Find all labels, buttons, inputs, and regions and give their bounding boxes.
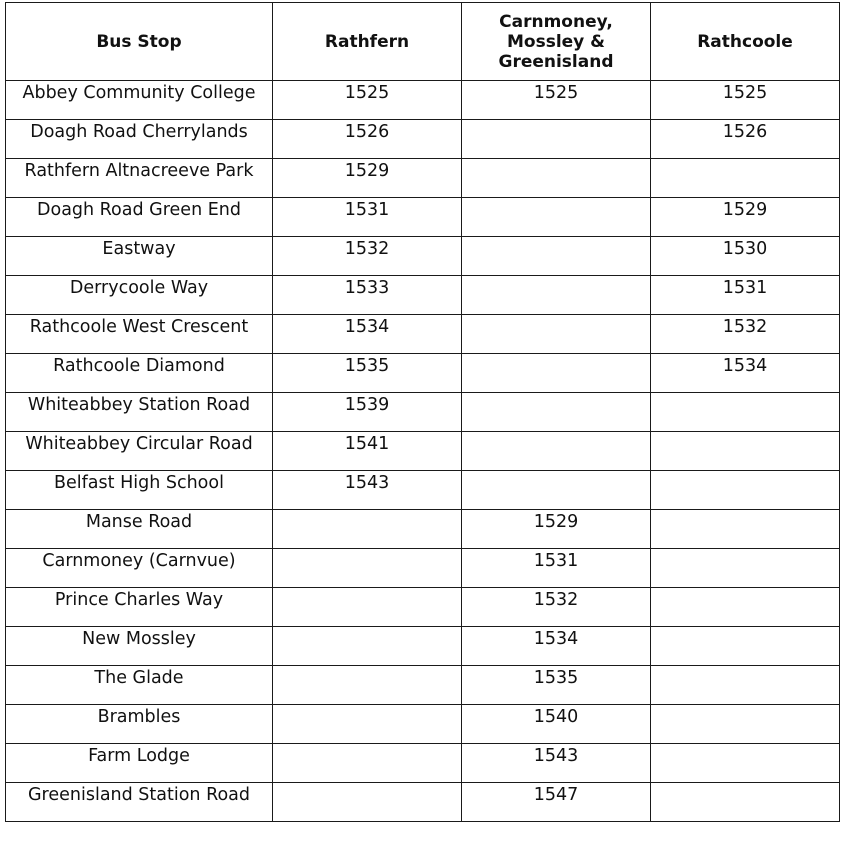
bus-timetable (5, 2, 840, 822)
cell-rathfern-time (273, 627, 462, 666)
cell-rathcoole-time (651, 666, 840, 705)
cell-rathcoole-time (651, 549, 840, 588)
table-row (6, 588, 840, 627)
cell-rathcoole-time (651, 588, 840, 627)
cell-rathfern-time (273, 510, 462, 549)
cell-rathcoole-time (651, 705, 840, 744)
cell-rathfern-time (273, 588, 462, 627)
table-row (6, 120, 840, 159)
cell-rathfern-time (273, 783, 462, 822)
cell-bus-stop: The Glade (6, 666, 273, 705)
table-row (6, 666, 840, 705)
cell-carnmoney-time: 1547 (462, 783, 651, 822)
cell-rathfern-time: 1533 (273, 276, 462, 315)
header-row (6, 3, 840, 81)
cell-rathcoole-time (651, 510, 840, 549)
cell-rathcoole-time: 1532 (651, 315, 840, 354)
cell-bus-stop: Abbey Community College (6, 81, 273, 120)
cell-carnmoney-time (462, 120, 651, 159)
table-row (6, 81, 840, 120)
cell-carnmoney-time: 1525 (462, 81, 651, 120)
table-row (6, 705, 840, 744)
cell-bus-stop: Whiteabbey Station Road (6, 393, 273, 432)
cell-rathfern-time: 1529 (273, 159, 462, 198)
header-bus-stop: Bus Stop (6, 3, 273, 81)
cell-carnmoney-time (462, 159, 651, 198)
cell-bus-stop: Doagh Road Cherrylands (6, 120, 273, 159)
table-row (6, 276, 840, 315)
table-row (6, 354, 840, 393)
cell-bus-stop: Greenisland Station Road (6, 783, 273, 822)
cell-rathcoole-time: 1526 (651, 120, 840, 159)
cell-rathfern-time (273, 705, 462, 744)
cell-rathcoole-time (651, 744, 840, 783)
cell-bus-stop: Doagh Road Green End (6, 198, 273, 237)
table-row (6, 783, 840, 822)
table-row (6, 237, 840, 276)
cell-rathfern-time: 1535 (273, 354, 462, 393)
cell-carnmoney-time (462, 315, 651, 354)
cell-bus-stop: Prince Charles Way (6, 588, 273, 627)
table-row (6, 744, 840, 783)
cell-bus-stop: Brambles (6, 705, 273, 744)
cell-rathfern-time: 1526 (273, 120, 462, 159)
cell-rathcoole-time: 1534 (651, 354, 840, 393)
cell-rathcoole-time (651, 159, 840, 198)
cell-rathfern-time: 1543 (273, 471, 462, 510)
header-rathfern: Rathfern (273, 3, 462, 81)
cell-carnmoney-time (462, 354, 651, 393)
table-row (6, 198, 840, 237)
cell-bus-stop: Rathcoole West Crescent (6, 315, 273, 354)
cell-rathcoole-time (651, 471, 840, 510)
cell-carnmoney-time: 1529 (462, 510, 651, 549)
cell-bus-stop: Rathfern Altnacreeve Park (6, 159, 273, 198)
cell-bus-stop: Whiteabbey Circular Road (6, 432, 273, 471)
cell-carnmoney-time: 1540 (462, 705, 651, 744)
cell-rathfern-time (273, 549, 462, 588)
table-row (6, 315, 840, 354)
cell-rathfern-time: 1532 (273, 237, 462, 276)
cell-bus-stop: Eastway (6, 237, 273, 276)
cell-carnmoney-time (462, 198, 651, 237)
cell-rathcoole-time (651, 783, 840, 822)
header-carnmoney-mossley-greenisland: Carnmoney, Mossley & Greenisland (462, 3, 651, 81)
cell-bus-stop: New Mossley (6, 627, 273, 666)
cell-rathfern-time: 1525 (273, 81, 462, 120)
cell-rathcoole-time: 1529 (651, 198, 840, 237)
cell-carnmoney-time (462, 237, 651, 276)
table-row (6, 627, 840, 666)
cell-rathfern-time (273, 744, 462, 783)
cell-rathfern-time: 1541 (273, 432, 462, 471)
cell-bus-stop: Belfast High School (6, 471, 273, 510)
table-row (6, 549, 840, 588)
cell-rathcoole-time: 1530 (651, 237, 840, 276)
cell-rathcoole-time: 1525 (651, 81, 840, 120)
cell-bus-stop: Derrycoole Way (6, 276, 273, 315)
timetable-body (6, 81, 840, 822)
cell-carnmoney-time: 1532 (462, 588, 651, 627)
cell-rathcoole-time (651, 627, 840, 666)
table-row (6, 471, 840, 510)
cell-rathcoole-time (651, 432, 840, 471)
cell-carnmoney-time (462, 393, 651, 432)
cell-carnmoney-time (462, 276, 651, 315)
cell-rathfern-time: 1534 (273, 315, 462, 354)
table-row (6, 159, 840, 198)
cell-rathcoole-time (651, 393, 840, 432)
cell-rathcoole-time: 1531 (651, 276, 840, 315)
cell-carnmoney-time: 1535 (462, 666, 651, 705)
header-rathcoole: Rathcoole (651, 3, 840, 81)
cell-bus-stop: Farm Lodge (6, 744, 273, 783)
cell-rathfern-time: 1539 (273, 393, 462, 432)
timetable-header (6, 3, 840, 81)
cell-bus-stop: Carnmoney (Carnvue) (6, 549, 273, 588)
cell-carnmoney-time: 1534 (462, 627, 651, 666)
cell-bus-stop: Rathcoole Diamond (6, 354, 273, 393)
table-row (6, 393, 840, 432)
table-row (6, 432, 840, 471)
cell-bus-stop: Manse Road (6, 510, 273, 549)
cell-carnmoney-time (462, 471, 651, 510)
cell-carnmoney-time: 1543 (462, 744, 651, 783)
cell-carnmoney-time: 1531 (462, 549, 651, 588)
cell-rathfern-time (273, 666, 462, 705)
table-row (6, 510, 840, 549)
cell-rathfern-time: 1531 (273, 198, 462, 237)
cell-carnmoney-time (462, 432, 651, 471)
